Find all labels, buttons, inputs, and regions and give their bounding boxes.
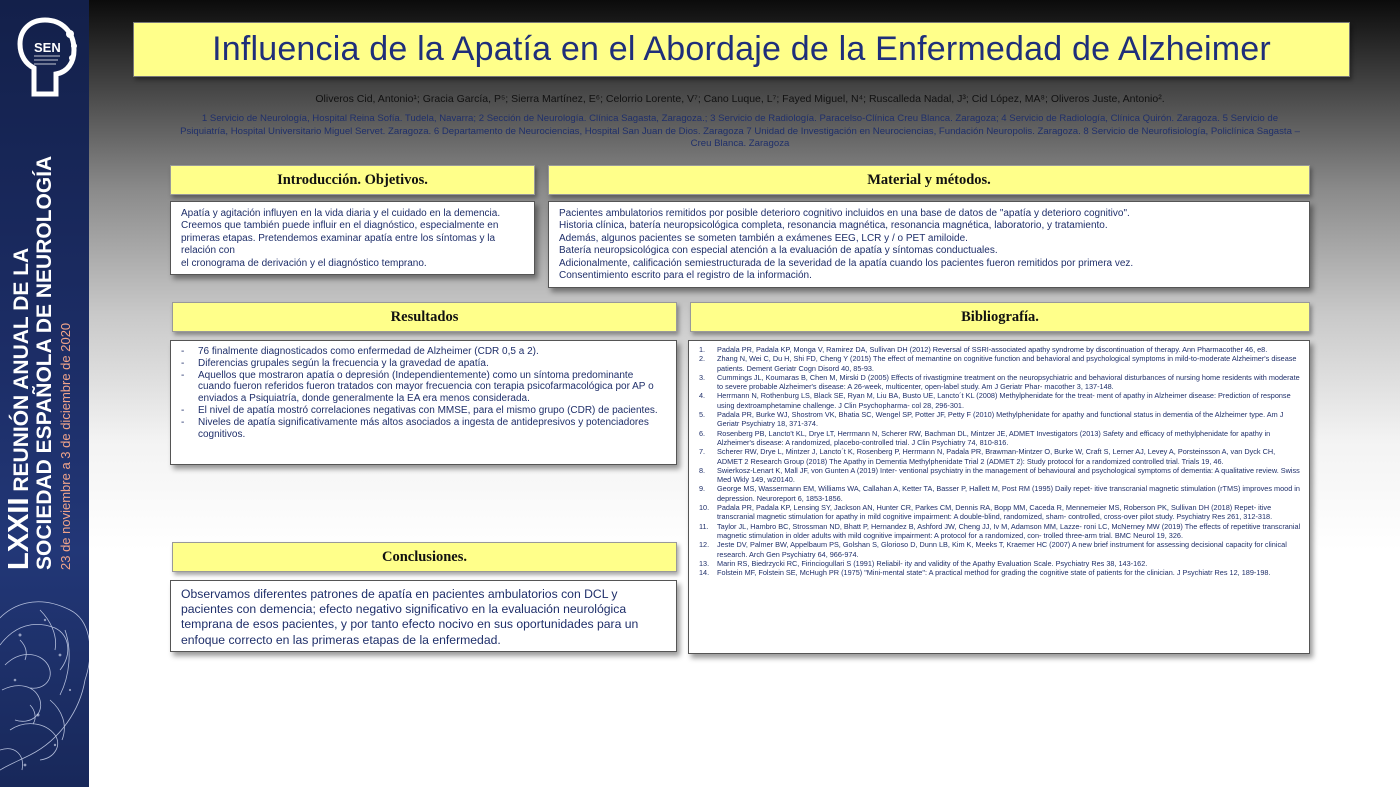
event-dates: 23 de noviembre a 3 de diciembre de 2020: [58, 322, 73, 570]
bibliography-item-number: 6.: [699, 428, 706, 438]
bibliography-item: [697, 559, 1301, 568]
bibliography-item-text: Padala PR, Padala KP, Monga V, Ramirez DA, Sullivan DH (2012) Reversal of SSRI-associated apathy syndrome by discontinuation of therapy. Ann Pharmacother 46, e8.: [717, 345, 1268, 354]
sen-logo: [10, 14, 80, 102]
methods-line: Consentimiento escrito para el registro de la información.: [559, 270, 812, 282]
sidebar: [0, 0, 89, 787]
bibliography-item: [697, 540, 1301, 559]
bibliography-item-number: 7.: [699, 447, 706, 457]
methods-line: Pacientes ambulatorios remitidos por posible deterioro cognitivo incluidos en una base de datos de "apatía y deterioro cognitivo".: [559, 208, 1130, 219]
intro-box: [170, 201, 535, 275]
bibliography-item: [697, 429, 1301, 448]
bibliography-item: [697, 345, 1301, 354]
poster-title-bar: [133, 22, 1350, 77]
bibliography-item-text: Jeste DV, Palmer BW, Appelbaum PS, Golshan S, Glorioso D, Dunn LB, Kim K, Meeks T, Kraemer HC (2007) A new brief instrument for assessing decisional capacity for clinical research. Arch Gen Psychiatry 64, 966-974.: [717, 540, 1287, 559]
event-line-2: SOCIEDAD ESPAÑOLA DE NEUROLOGÍA: [33, 155, 56, 570]
results-item: - Aquellos que mostraron apatía o depresión (Independientemente) como un síntoma predominante cuando fueron referidos fueron tratados con mayor frecuencia con terapia psicofarmacológica por AP o enviados a Psiquiatría, donde generalmente la EA era menos considerada.: [181, 370, 666, 405]
methods-line: Batería neuropsicológica con especial atención a la evaluación de apatía y síntomas conductuales.: [559, 245, 998, 257]
intro-line: el cronograma de derivación y el diagnóstico temprano.: [181, 257, 427, 269]
methods-heading: Material y métodos.: [548, 165, 1310, 195]
bibliography-item-number: 12.: [699, 540, 710, 550]
event-roman-numeral: LXXII: [3, 497, 35, 570]
results-item: - Diferencias grupales según la frecuencia y la gravedad de apatía.: [181, 358, 666, 370]
methods-box: [548, 201, 1310, 288]
bibliography-item-number: 11.: [699, 521, 709, 531]
bibliography-item-number: 2.: [699, 354, 706, 364]
bibliography-item-text: Zhang N, Wei C, Du H, Shi FD, Cheng Y (2015) The effect of memantine on cognitive function and behavioral and psychological symptoms in mild-to-moderate Alzheimer's disease patients. Dement Geriatr Cogn Disord 40, 85-93.: [717, 354, 1297, 373]
bibliography-item-number: 14.: [699, 568, 710, 578]
affiliations-text: 1 Servicio de Neurología, Hospital Reina Sofía. Tudela, Navarra; 2 Sección de Neurología. Clínica Sagasta, Zaragoza.; 3 Servicio de Radiología. Paracelso-Clínica Creu Blanca. Zaragoza; 4 Servicio de Radiología, Clínica Quirón. Zaragoza. 5 Servicio de Psiquiatría, Hospital Universitario Miguel Servet. Zaragoza. 6 Departamento de Neurociencias, Hospital San Juan de Dios. Zaragoza 7 Unidad de Investigación en Neurociencias, Fundación Neuropolis. Zaragoza. 8 Servicio de Neurofisiología, Policlínica Sagasta – Creu Blanca. Zaragoza: [180, 113, 1300, 150]
conclusions-text: Observamos diferentes patrones de apatía en pacientes ambulatorios con DCL y pacientes con demencia; efecto negativo significativo en la evaluación neurológica temprana de esos pacientes, y por tanto efecto nocivo en sus oportunidades para un enfoque correcto en las primeras etapas de la enfermedad.: [181, 587, 639, 647]
results-item: - 76 finalmente diagnosticados como enfermedad de Alzheimer (CDR 0,5 a 2).: [181, 346, 666, 358]
results-box: [170, 340, 677, 465]
bibliography-item: [697, 484, 1301, 503]
bibliography-item-text: Scherer RW, Drye L, Mintzer J, Lancto´t K, Rosenberg P, Herrmann N, Padala PR, Brawman-Mintzer O, Burke W, Craft S, Lerner AJ, Levey A, Porsteinsson A, van Dyck CH, ADMET 2 Research Group (2018) The Apathy in Dementia Methylphenidate Trial 2 (ADMET 2): Study protocol for a randomized controlled trial. Trials 19, 46.: [717, 447, 1276, 466]
methods-line: Historia clínica, batería neuropsicológica completa, resonancia magnética, resonancia magnética, laboratorio, y tratamiento.: [559, 220, 1108, 232]
bibliography-item: [697, 522, 1301, 541]
bibliography-item-number: 9.: [699, 484, 706, 494]
bibliography-item-text: George MS, Wassermann EM, Williams WA, Callahan A, Ketter TA, Basser P, Hallett M, Post RM (1995) Daily repet- itive transcranial magnetic stimulation (rTMS) improves mood in depression. Neuroreport 6, 1853-1856.: [717, 484, 1300, 503]
bibliography-item-text: Herrmann N, Rothenburg LS, Black SE, Ryan M, Liu BA, Busto UE, Lancto´t KL (2008) Methylphenidate for the treat- ment of apathy in Alzheimer disease: Prediction of response using dextroamphetamine challenge. J Clin Psychopharma- col 28, 296-301.: [717, 391, 1291, 410]
bibliography-heading: Bibliografía.: [690, 302, 1310, 332]
results-heading: Resultados: [172, 302, 677, 332]
bibliography-item-number: 10.: [699, 503, 710, 513]
bibliography-item-text: Rosenberg PB, Lancto't KL, Drye LT, Herrmann N, Scherer RW, Bachman DL, Mintzer JE, ADMET Investigators (2013) Safety and efficacy of methylphenidate for apathy in Alzheimer's disease: A randomized, placebo-controlled trial. J Clin Psychiatry 74, 810-816.: [717, 428, 1271, 447]
brain-illustration: [0, 590, 89, 787]
intro-line: Creemos que también puede influir en el diagnóstico, especialmente en primeras etapas. Pretendemos examinar apatía entre los síntomas y la relación con: [181, 220, 499, 257]
bibliography-item-text: Swierkosz-Lenart K, Mall JF, von Gunten A (2019) Inter- ventional psychiatry in the management of behavioural and psychological symptoms of dementia: A qualitative review. Swiss Med Wkly 149, w20140.: [717, 465, 1300, 485]
bibliography-item: [697, 568, 1301, 577]
bibliography-item-number: 3.: [699, 372, 706, 382]
authors-line: Oliveros Cid, Antonio¹; Gracia García, P⁵; Sierra Martínez, E⁶; Celorrio Lorente, V⁷; Cano Luque, L⁷; Fayed Miguel, N⁴; Ruscalleda Nadal, J³; Cid López, MA⁸; Oliveros Juste, Antonio².: [315, 93, 1165, 105]
bibliography-item-number: 13.: [699, 558, 710, 568]
bibliography-item-number: 5.: [699, 410, 706, 420]
bibliography-list: [689, 341, 1309, 577]
bibliography-item-number: 4.: [699, 391, 706, 401]
bibliography-item-number: 1.: [699, 345, 706, 354]
bibliography-item: [697, 410, 1301, 429]
methods-line: Además, algunos pacientes se someten también a exámenes EEG, LCR y / o PET amiloide.: [559, 232, 968, 244]
bibliography-item-text: Padala PR, Burke WJ, Shostrom VK, Bhatia SC, Wengel SP, Potter JF, Petty F (2010) Methylphenidate for apathy and functional status in dementia of the Alzheimer type. Am J Geriatr Psychiatry 18, 371-374.: [717, 410, 1284, 429]
intro-heading: Introducción. Objetivos.: [170, 165, 535, 195]
bibliography-item-text: Taylor JL, Hambro BC, Strossman ND, Bhatt P, Hernandez B, Ashford JW, Cheng JJ, Iv M, Adamson MM, Lazze- roni LC, McNerney MW (2019) The effects of repetitive transcranial magnetic stimulation in older adults with mild cognitive impairment: A protocol for a randomized, con- trolled three-arm trial. BMC Neurol 19, 326.: [717, 521, 1301, 540]
results-item: - Niveles de apatía significativamente más altos asociados a ingesta de antidepresivos y potenciadores cognitivos.: [181, 417, 666, 441]
sidebar-event-text: [3, 155, 74, 570]
bibliography-item: [697, 503, 1301, 522]
conclusions-heading: Conclusiones.: [172, 542, 677, 572]
poster-title: Influencia de la Apatía en el Abordaje de la Enfermedad de Alzheimer: [212, 30, 1271, 68]
bibliography-box: [688, 340, 1310, 654]
event-line-1: REUNIÓN ANUAL DE LA: [10, 247, 33, 492]
svg-text:SEN: SEN: [34, 40, 61, 55]
bibliography-item-number: 8.: [699, 465, 706, 475]
bibliography-item: [697, 373, 1301, 392]
bibliography-item: [697, 466, 1301, 485]
results-item: - El nivel de apatía mostró correlaciones negativas con MMSE, para el mismo grupo (CDR) de pacientes.: [181, 405, 666, 417]
intro-line: Apatía y agitación influyen en la vida diaria y el cuidado en la demencia.: [181, 208, 501, 219]
bibliography-item: [697, 447, 1301, 466]
bibliography-item: [697, 391, 1301, 410]
bibliography-item-text: Folstein MF, Folstein SE, McHugh PR (1975) "Mini-mental state": A practical method for grading the cognitive state of patients for the clinician. J Psychiatr Res 12, 189-198.: [717, 568, 1271, 578]
bibliography-item-text: Marin RS, Biedrzycki RC, Firinciogullari S (1991) Reliabil- ity and validity of the Apathy Evaluation Scale. Psychiatry Res 38, 143-162.: [717, 558, 1148, 568]
bibliography-item: [697, 354, 1301, 373]
bibliography-item-text: Cummings JL, Koumaras B, Chen M, Mirski D (2005) Effects of rivastigmine treatment on the neuropsychiatric and behavioral disturbances of nursing home residents with moderate to severe probable Alzheimer's disease: A 26-week, multicenter, open-label study. Am J Geriatr Phar- macother 3, 137-148.: [717, 372, 1300, 392]
conclusions-box: [170, 580, 677, 652]
methods-line: Adicionalmente, calificación semiestructurada de la severidad de la apatía cuando los pacientes fueron remitidos por primera vez.: [559, 257, 1134, 269]
bibliography-item-text: Padala PR, Padala KP, Lensing SY, Jackson AN, Hunter CR, Parkes CM, Dennis RA, Bopp MM, Caceda R, Mennemeier MS, Roberson PK, Sullivan DH (2018) Repet- itive transcranial magnetic stimulation for apathy in mild cognitive impairment: A double-blind, randomized, sham- controlled, cross-over pilot study. Psychiatry Res 261, 312-318.: [717, 503, 1273, 522]
